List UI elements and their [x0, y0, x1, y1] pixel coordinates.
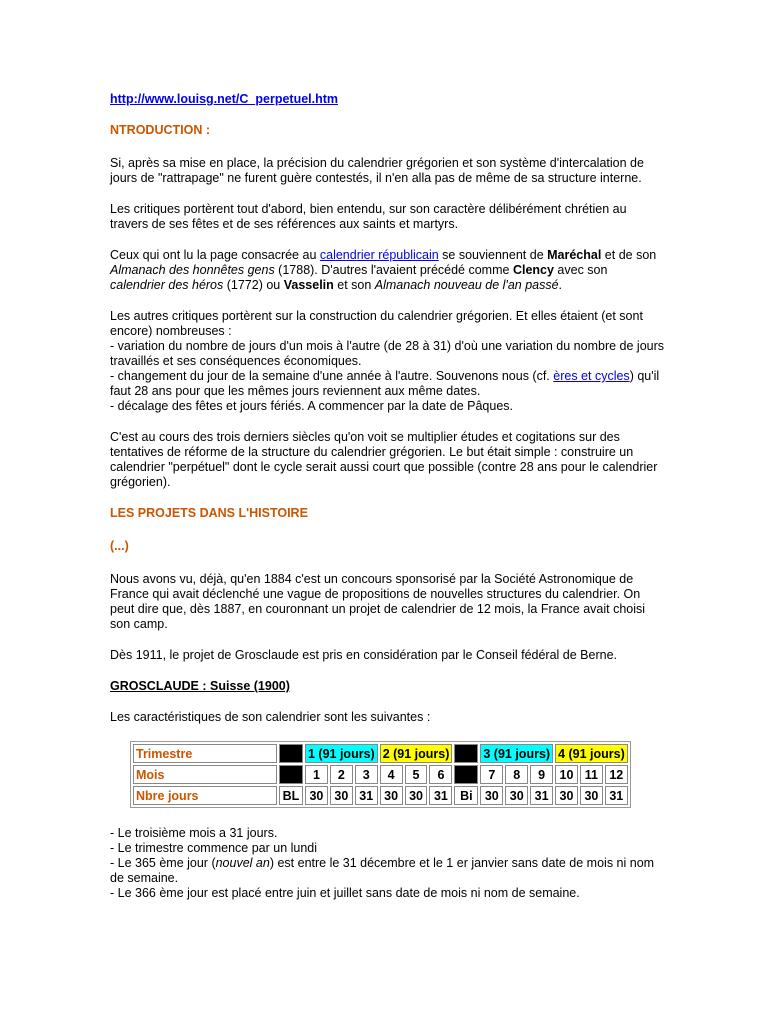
- mois-cell: 9: [530, 765, 553, 784]
- title-calendrier-des-heros: calendrier des héros: [110, 278, 224, 292]
- note-2: - Le trimestre commence par un lundi: [110, 841, 318, 855]
- jours-cell: 30: [580, 786, 603, 805]
- mois-cell: 10: [555, 765, 578, 784]
- note-3b: ) est entre le 31 décembre et le 1 er janvier sans date de mois ni nom de semaine.: [110, 856, 655, 885]
- mois-cell: 5: [405, 765, 428, 784]
- text-segment: se souviennent de: [438, 248, 548, 262]
- jours-cell: 30: [405, 786, 428, 805]
- note-3a: - Le 365 ème jour (: [110, 856, 216, 870]
- document-content: [110, 92, 665, 901]
- note-4: - Le 366 ème jour est placé entre juin et juillet sans date de mois ni nom de semaine.: [110, 886, 580, 900]
- text-segment: Ceux qui ont lu la page consacrée au: [110, 248, 320, 262]
- mois-cell: 4: [380, 765, 403, 784]
- mois-cell: 6: [429, 765, 452, 784]
- text-segment: (1772) ou: [223, 278, 284, 292]
- text-segment: (1788). D'autres l'avaient précédé comme: [274, 263, 513, 277]
- jours-cell: 30: [555, 786, 578, 805]
- jours-cell: 30: [505, 786, 528, 805]
- text-segment: avec son: [553, 263, 608, 277]
- black-cell: [454, 744, 478, 763]
- characteristics-intro: Les caractéristiques de son calendrier sont les suivantes :: [110, 710, 431, 724]
- source-link-line: [110, 92, 665, 107]
- critic-item-2b: ) qu'il faut 28 ans pour que les mêmes jours reviennent aux même dates.: [110, 369, 660, 398]
- grosclaude-heading-text: GROSCLAUDE : Suisse (1900): [110, 679, 290, 693]
- text-segment: et de son: [601, 248, 657, 262]
- mois-cell: 8: [505, 765, 528, 784]
- row-label-nbre-jours: Nbre jours: [133, 786, 277, 805]
- note-3-italic: nouvel an: [215, 856, 270, 870]
- mois-cell: 7: [480, 765, 503, 784]
- notes-list: [110, 826, 665, 901]
- jours-cell: 31: [530, 786, 553, 805]
- calendrier-republicain-link[interactable]: calendrier républicain: [319, 248, 439, 262]
- trimestre-3-cell: 3 (91 jours): [480, 744, 553, 763]
- berne-paragraph: Dès 1911, le projet de Grosclaude est pris en considération par le Conseil fédéral de Berne.: [110, 648, 618, 662]
- jours-cell: 31: [429, 786, 452, 805]
- row-label-trimestre: Trimestre: [133, 744, 277, 763]
- jours-cell: 30: [330, 786, 353, 805]
- projects-heading: LES PROJETS DANS L'HISTOIRE: [110, 506, 308, 520]
- name-vasselin: Vasselin: [283, 278, 334, 292]
- text-segment: .: [558, 278, 563, 292]
- note-3: [110, 856, 665, 886]
- jours-cell: 31: [605, 786, 628, 805]
- trimestre-4-cell: 4 (91 jours): [555, 744, 628, 763]
- jours-cell: 30: [480, 786, 503, 805]
- intro-paragraph-2: Les critiques portèrent tout d'abord, bien entendu, sur son caractère délibérément chrétien au travers de ses fêtes et de ses références aux saints et martyrs.: [110, 202, 627, 231]
- black-cell: [279, 765, 303, 784]
- mois-cell: 11: [580, 765, 603, 784]
- jours-cell: 30: [305, 786, 328, 805]
- eres-et-cycles-link[interactable]: ères et cycles: [553, 369, 630, 383]
- title-almanach-honnetes-gens: Almanach des honnêtes gens: [110, 263, 275, 277]
- mois-cell: 1: [305, 765, 328, 784]
- mois-cell: 2: [330, 765, 353, 784]
- mois-cell: 3: [355, 765, 378, 784]
- special-day-cell-bl: BL: [279, 786, 303, 805]
- row-label-mois: Mois: [133, 765, 277, 784]
- critics-paragraph: [110, 248, 665, 293]
- critic-item-2a: - changement du jour de la semaine d'une année à l'autre. Souvenons nous (cf.: [110, 369, 554, 383]
- source-url-link[interactable]: http://www.louisg.net/C_perpetuel.htm: [110, 92, 339, 106]
- jours-cell: 30: [380, 786, 403, 805]
- title-almanach-nouveau: Almanach nouveau de l'an passé: [374, 278, 559, 292]
- text-segment: et son: [333, 278, 375, 292]
- intro-paragraph-1: Si, après sa mise en place, la précision du calendrier grégorien et son système d'intercalation de jours de "rattrapage" ne furent guère contestés, il n'en alla pas de même de sa structure interne.: [110, 156, 644, 185]
- introduction-heading: NTRODUCTION :: [110, 123, 210, 137]
- trimestre-2-cell: 2 (91 jours): [380, 744, 453, 763]
- mois-cell: 12: [605, 765, 628, 784]
- name-marechal: Maréchal: [547, 248, 602, 262]
- critic-item-3: - décalage des fêtes et jours fériés. A commencer par la date de Pâques.: [110, 399, 514, 413]
- history-paragraph: Nous avons vu, déjà, qu'en 1884 c'est un concours sponsorisé par la Société Astronomique de France qui avait déclenché une vague de propositions de nouvelles structures du calendrier. On peut dire que, dès 1887, en couronnant un projet de calendrier de 12 mois, la France avait choisi son camp.: [110, 572, 646, 631]
- table-row-nbre-jours: [133, 786, 628, 805]
- black-cell: [279, 744, 303, 763]
- reform-paragraph: C'est au cours des trois derniers siècles qu'on voit se multiplier études et cogitations sur des tentatives de réforme de la structure du calendrier grégorien. Le but était simple : construire un calendrier "perpétuel" dont le cycle serait aussi court que possible (contre 28 ans pour le calendrier grégorien).: [110, 430, 658, 489]
- ellipsis-heading: (...): [110, 539, 129, 553]
- grosclaude-heading: [110, 679, 665, 694]
- special-day-cell-bi: Bi: [454, 786, 478, 805]
- other-critics-paragraph: [110, 309, 665, 414]
- critic-item-1: - variation du nombre de jours d'un mois à l'autre (de 28 à 31) d'où une variation du nombre de jours travaillés et ses conséquences économiques.: [110, 339, 665, 368]
- critics-intro: Les autres critiques portèrent sur la construction du calendrier grégorien. Et elles étaient (et sont encore) nombreuses :: [110, 309, 643, 338]
- grosclaude-calendar-table: [130, 741, 631, 808]
- table-row-trimestre: [133, 744, 628, 763]
- jours-cell: 31: [355, 786, 378, 805]
- note-1: - Le troisième mois a 31 jours.: [110, 826, 278, 840]
- name-clency: Clency: [512, 263, 554, 277]
- table-row-mois: [133, 765, 628, 784]
- black-cell: [454, 765, 478, 784]
- trimestre-1-cell: 1 (91 jours): [305, 744, 378, 763]
